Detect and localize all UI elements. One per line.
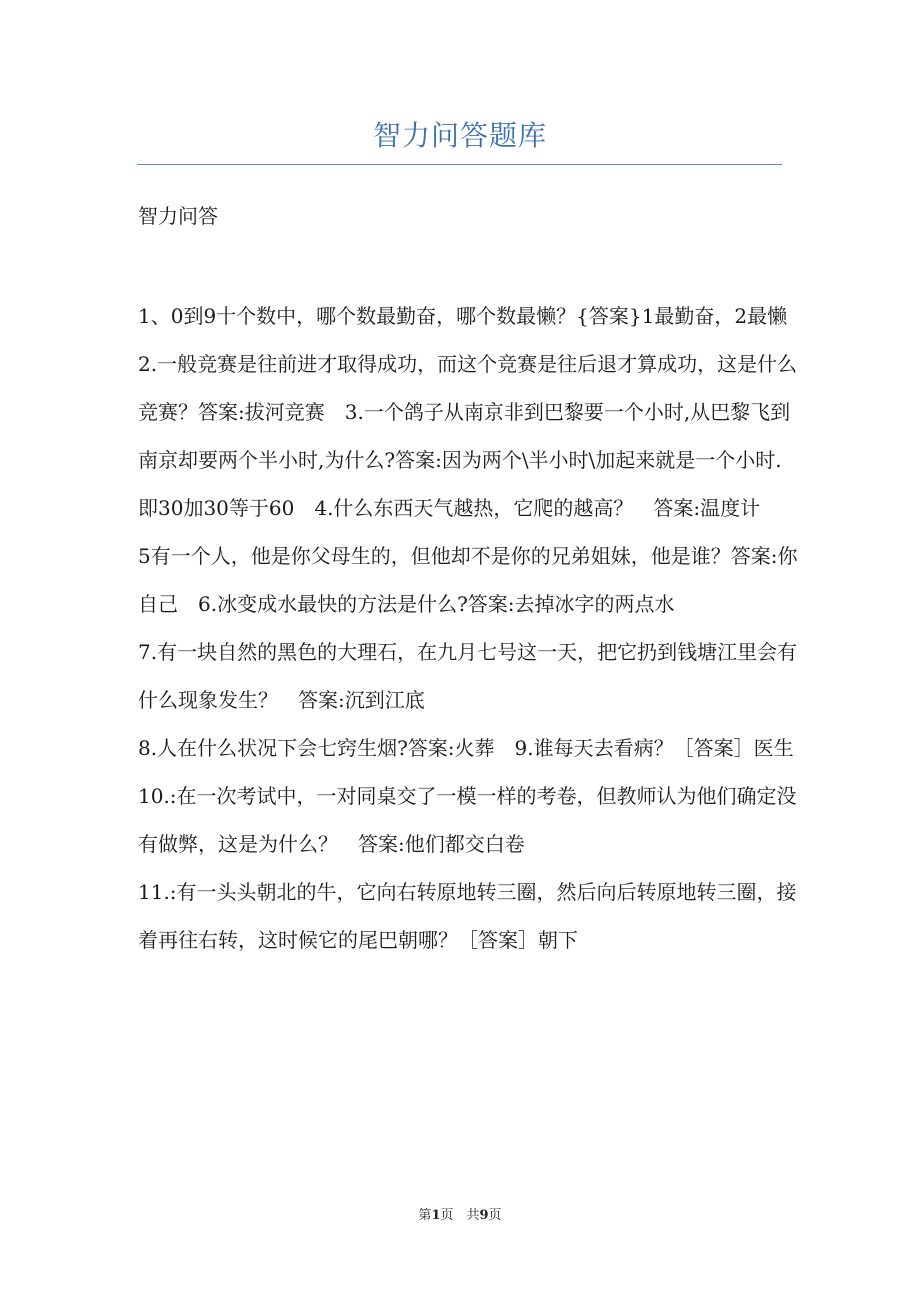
paragraph-questions-8-9: 8.人在什么状况下会七窍生烟?答案:火葬 9.谁每天去看病？［答案］医生 — [138, 736, 794, 760]
document-body — [138, 292, 798, 964]
footer-page-mid: 页 共 — [440, 1208, 480, 1223]
paragraph-question-11: 11.:有一头头朝北的牛，它向右转原地转三圈，然后向后转原地转三圈，接着再往右转，这时候它的尾巴朝哪？［答案］朝下 — [138, 880, 797, 952]
title-underline — [137, 164, 782, 165]
document-title: 智力问答题库 — [372, 119, 547, 152]
footer-page-suffix: 页 — [488, 1208, 502, 1223]
section-heading: 智力问答 — [138, 204, 218, 228]
footer-page-prefix: 第 — [418, 1208, 432, 1223]
footer-total-pages: 9 — [479, 1208, 489, 1223]
paragraph-questions-2-4: 2.一般竞赛是往前进才取得成功，而这个竞赛是往后退才算成功，这是什么竞赛？答案:拔河竞赛 3.一个鸽子从南京非到巴黎要一个小时,从巴黎飞到南京却要两个半小时,为什么?答案:因为两个\半小时\加起来就是一个小时.即30加30等于60 4.什么东西天气越热，它爬的越高？ 答案:温度计 — [138, 352, 798, 520]
paragraph-question-10: 10.:在一次考试中，一对同桌交了一模一样的考卷，但教师认为他们确定没有做弊，这是为什么？ 答案:他们都交白卷 — [138, 784, 797, 856]
footer-current-page: 1 — [431, 1208, 441, 1223]
paragraph-question-1: 1、0到9十个数中，哪个数最勤奋，哪个数最懒？{答案}1最勤奋，2最懒 — [138, 304, 788, 328]
paragraph-question-7: 7.有一块自然的黑色的大理石，在九月七号这一天，把它扔到钱塘江里会有什么现象发生？ 答案:沉到江底 — [138, 640, 798, 712]
paragraph-questions-5-6: 5有一个人，他是你父母生的，但他却不是你的兄弟姐妹，他是谁？答案:你自己 6.冰变成水最快的方法是什么?答案:去掉冰字的两点水 — [138, 544, 798, 616]
page-footer — [0, 1206, 920, 1226]
